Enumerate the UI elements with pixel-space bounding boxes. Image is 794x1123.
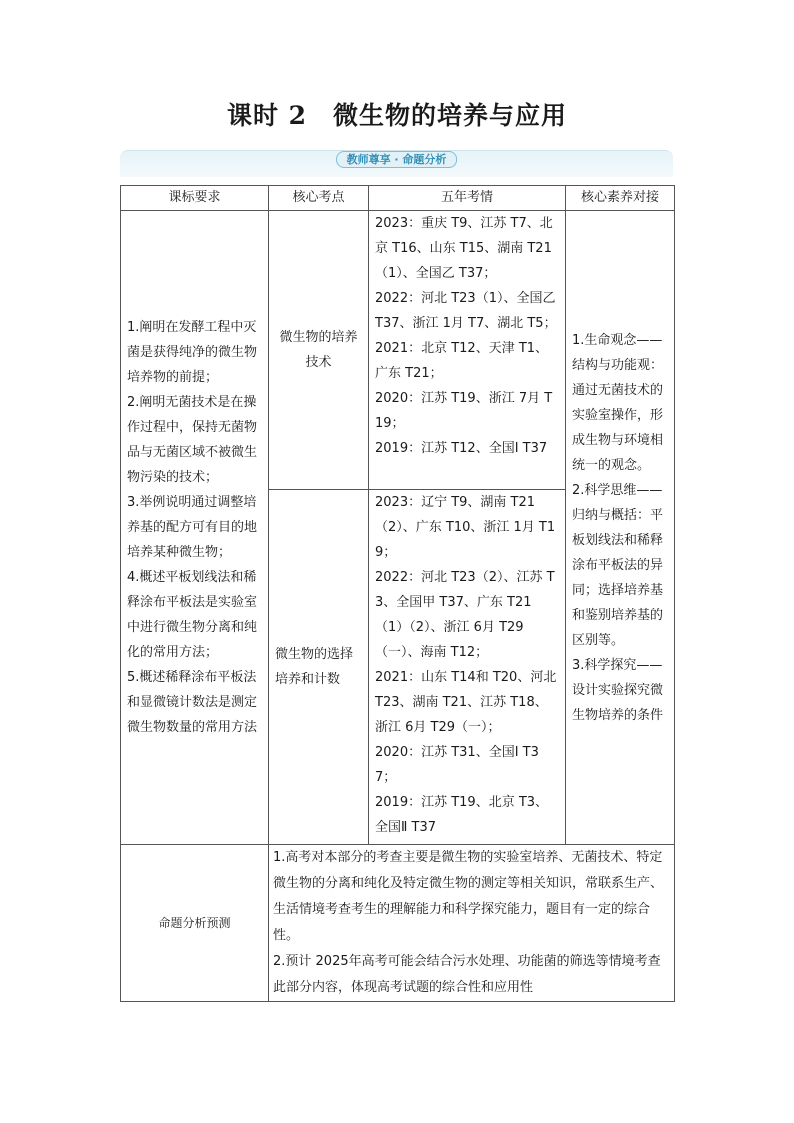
curriculum-requirements-cell <box>121 211 269 845</box>
literacy-item: 1.生命观念——结构与功能观：通过无菌技术的实验室操作，形成生物与环境相统一的观念。 <box>572 332 664 473</box>
exam-history-item: 2022：河北 T23（1）、全国乙 T37、浙江 1月 T7、湖北 T5； <box>375 291 557 331</box>
exam-history-item: 2020：江苏 T19、浙江 7月 T19； <box>375 391 553 431</box>
exam-history-item: 2021：北京 T12、天津 T1、广东 T21； <box>375 341 549 381</box>
prediction-cell <box>269 845 675 1002</box>
header-core-literacy: 核心素养对接 <box>566 186 675 211</box>
exam-history-item: 2023：辽宁 T9、湖南 T21（2）、广东 T10、浙江 1月 T19； <box>375 495 556 560</box>
core-point-cell: 微生物的选择培养和计数 <box>269 490 369 845</box>
page-title: 课时 2 微生物的培养与应用 <box>226 101 568 130</box>
requirement-item: 4.概述平板划线法和稀释涂布平板法是实验室中进行微生物分离和纯化的常用方法； <box>127 570 258 660</box>
requirement-item: 2.阐明无菌技术是在操作过程中，保持无菌物品与无菌区域不被微生物污染的技术； <box>127 395 258 485</box>
analysis-table <box>120 185 675 1002</box>
requirement-item: 5.概述稀释涂布平板法和显微镜计数法是测定微生物数量的常用方法 <box>127 670 258 735</box>
prediction-item: 2.预计 2025年高考可能会结合污水处理、功能菌的筛选等情境考查此部分内容，体现高考试题的综合性和应用性 <box>273 954 661 995</box>
exam-history-item: 2019：江苏 T12、全国Ⅰ T37 <box>375 441 548 456</box>
literacy-item: 2.科学思维——归纳与概括：平板划线法和稀释涂布平板法的异同；选择培养基和鉴别培养基的区别等。 <box>572 482 664 648</box>
prediction-row <box>121 845 675 1002</box>
requirement-item: 3.举例说明通过调整培养基的配方可有目的地培养某种微生物； <box>127 495 258 560</box>
prediction-label: 命题分析预测 <box>121 845 269 1002</box>
prediction-item: 1.高考对本部分的考查主要是微生物的实验室培养、无菌技术、特定微生物的分离和纯化及特定微生物的测定等相关知识，常联系生产、生活情境考查考生的理解能力和科学探究能力，题目有一定的综合性。 <box>273 850 664 943</box>
table-header-row <box>121 186 675 211</box>
exam-history-cell <box>369 490 566 845</box>
core-point-cell: 微生物的培养技术 <box>269 211 369 490</box>
header-curriculum: 课标要求 <box>121 186 269 211</box>
header-core-point: 核心考点 <box>269 186 369 211</box>
header-exam-history: 五年考情 <box>369 186 566 211</box>
exam-history-item: 2020：江苏 T31、全国Ⅰ T37； <box>375 745 539 785</box>
exam-history-item: 2022：河北 T23（2）、江苏 T3、全国甲 T37、广东 T21（1）（2）、浙江 6月 T29（一）、海南 T12； <box>375 570 555 660</box>
literacy-item: 3.科学探究——设计实验探究微生物培养的条件 <box>572 657 664 723</box>
section-banner <box>120 150 673 177</box>
core-literacy-cell <box>566 211 675 845</box>
exam-history-cell <box>369 211 566 490</box>
exam-history-item: 2019：江苏 T19、北京 T3、全国Ⅱ T37 <box>375 795 549 835</box>
exam-history-item: 2021：山东 T14和 T20、河北 T23、湖南 T21、江苏 T18、浙江 6月 T29（一）； <box>375 670 557 735</box>
exam-history-item: 2023：重庆 T9、江苏 T7、北京 T16、山东 T15、湖南 T21（1）、全国乙 T37； <box>375 216 553 281</box>
requirement-item: 1.阐明在发酵工程中灭菌是获得纯净的微生物培养物的前提； <box>127 320 258 385</box>
banner-label: 教师尊享 · 命题分析 <box>336 151 458 168</box>
table-row <box>121 211 675 490</box>
